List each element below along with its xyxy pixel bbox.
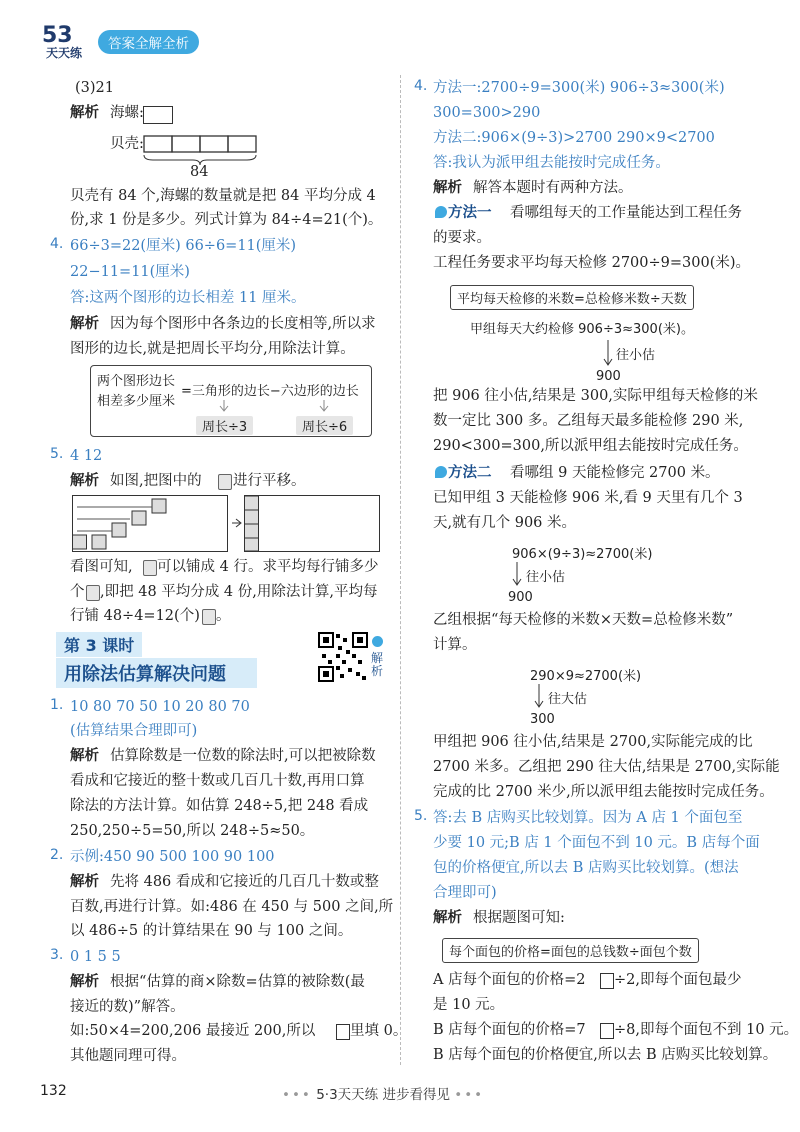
star-icon: ••• <box>454 1087 485 1103</box>
para: 。 <box>216 608 231 624</box>
answer: 答:我认为派甲组去能按时完成任务。 <box>433 155 670 171</box>
relation-box <box>90 365 372 437</box>
arrow-label: 往小估 <box>616 348 656 363</box>
answer: 0 1 5 5 <box>70 949 121 965</box>
calc: 甲组每天大约检修 906÷3≈300(米)。 <box>470 322 694 337</box>
box-text: 周长÷6 <box>296 416 353 435</box>
analysis-label: 解析 <box>70 748 99 764</box>
para: 估算除数是一位数的除法时,可以把被除数 <box>110 748 376 764</box>
answer: 包的价格便宜,所以去 B 店购买比较划算。(想法 <box>433 860 739 876</box>
para: ÷2,即每个面包最少 <box>614 972 742 988</box>
hailuo-bar <box>143 106 173 124</box>
svg-text:天天练: 天天练 <box>46 46 83 60</box>
header-badge: 答案全解全析 <box>98 30 199 54</box>
para: 甲组把 906 往小估,结果是 2700,实际能完成的比 <box>433 734 753 750</box>
slogan-text: 5·3天天练 进步看得见 <box>316 1087 450 1103</box>
box-text: 周长÷3 <box>196 416 253 435</box>
para: 把 906 往小估,结果是 300,实际甲组每天检修的米 <box>433 388 758 404</box>
answer: 方法二:906×(9÷3)>2700 290×9<2700 <box>433 130 715 146</box>
q-num: 4. <box>50 236 64 252</box>
para: 天,就有几个 906 米。 <box>433 515 577 531</box>
para: 先将 486 看成和它接近的几百几十数或整 <box>110 874 379 890</box>
star-icon: ••• <box>282 1087 312 1103</box>
q-num: 2. <box>50 847 64 863</box>
bulb-icon <box>435 466 447 478</box>
footer-slogan <box>282 1083 484 1103</box>
answer: 答:去 B 店购买比较划算。因为 A 店 1 个面包至 <box>433 810 743 826</box>
q-num: 5. <box>50 446 64 462</box>
down-arrow-icon <box>534 684 544 710</box>
hailuo-label: 海螺: <box>110 105 144 121</box>
q-num: 3. <box>50 947 64 963</box>
para: 行铺 48÷4=12(个) <box>70 608 200 624</box>
q-num: 5. <box>414 808 428 824</box>
para: 的要求。 <box>433 230 491 246</box>
formula-box: 平均每天检修的米数=总检修米数÷天数 <box>450 285 694 310</box>
analysis-label: 解析 <box>70 316 99 332</box>
tile-icon <box>202 609 216 625</box>
analysis-label: 解析 <box>70 473 99 489</box>
answer: 示例:450 90 500 100 90 100 <box>70 849 275 865</box>
analysis-label: 解析 <box>433 910 462 926</box>
tiling-figure <box>72 495 382 559</box>
arrow-label: 往大估 <box>548 692 588 707</box>
tile-icon <box>143 560 157 576</box>
para: 份,求 1 份是多少。列式计算为 84÷4=21(个)。 <box>70 212 383 228</box>
qr-label: 解析 <box>371 651 384 678</box>
para: 290<300=300,所以派甲组去能按时完成任务。 <box>433 438 748 454</box>
para: 接近的数)”解答。 <box>70 999 185 1015</box>
para: 以 486÷5 的计算结果在 90 与 100 之间。 <box>70 923 353 939</box>
para: 计算。 <box>433 637 477 653</box>
tile-icon <box>218 474 232 490</box>
analysis-label: 解析 <box>433 180 462 196</box>
para: A 店每个面包的价格=2 <box>433 972 586 988</box>
q-num: 1. <box>50 697 64 713</box>
blank-box <box>336 1024 350 1040</box>
column-divider <box>400 75 401 1065</box>
page-number: 132 <box>40 1083 67 1099</box>
answer: 22−11=11(厘米) <box>70 264 190 280</box>
qr-code[interactable] <box>318 632 368 686</box>
para: 个 <box>70 584 85 600</box>
l1-answer: (3)21 <box>75 80 114 96</box>
play-icon <box>372 636 383 647</box>
bulb-icon <box>435 206 447 218</box>
box-text: 两个图形边长 <box>97 374 176 389</box>
para: 看图可知, <box>70 559 133 575</box>
para: 看哪组每天的工作量能达到工程任务 <box>510 205 742 221</box>
para: 是 10 元。 <box>433 997 505 1013</box>
answer: 合理即可) <box>433 885 497 901</box>
q-num: 4. <box>414 78 428 94</box>
calc: 300 <box>530 712 555 727</box>
para: 完成的比 2700 米少,所以派甲组去能按时完成任务。 <box>433 784 774 800</box>
answer: 10 80 70 50 10 20 80 70 <box>70 699 250 715</box>
svg-text:53: 53 <box>42 23 73 48</box>
lesson-tag: 第 3 课时 <box>56 632 142 657</box>
answer: (估算结果合理即可) <box>70 723 198 739</box>
para: 贝壳有 84 个,海螺的数量就是把 84 平均分成 4 <box>70 188 376 204</box>
box-text: =三角形的边长−六边形的边长 <box>181 384 359 399</box>
para: B 店每个面包的价格=7 <box>433 1022 586 1038</box>
arrow-label: 往小估 <box>526 570 566 585</box>
para: 乙组根据“每天检修的米数×天数=总检修米数” <box>433 612 734 628</box>
box-text: 相差多少厘米 <box>97 394 176 409</box>
para: 其他题同理可得。 <box>70 1048 186 1064</box>
answer: 300=300>290 <box>433 105 541 121</box>
para: 根据题图可知: <box>473 910 565 926</box>
para: B 店每个面包的价格便宜,所以去 B 店购买比较划算。 <box>433 1047 778 1063</box>
answer: 答:这两个图形的边长相差 11 厘米。 <box>70 290 306 306</box>
para: 工程任务要求平均每天检修 2700÷9=300(米)。 <box>433 255 751 271</box>
answer: 66÷3=22(厘米) 66÷6=11(厘米) <box>70 238 297 254</box>
analysis-label: 解析 <box>70 874 99 890</box>
calc: 290×9≈2700(米) <box>530 669 642 684</box>
calc: 900 <box>596 369 621 384</box>
para: 里填 0。 <box>350 1023 408 1039</box>
beike-label: 贝壳: <box>110 136 144 152</box>
para: ÷8,即每个面包不到 10 元。 <box>614 1022 799 1038</box>
para: 根据“估算的商×除数=估算的被除数(最 <box>110 974 365 990</box>
para: 如:50×4=200,206 最接近 200,所以 <box>70 1023 316 1039</box>
para: 可以铺成 4 行。求平均每行铺多少 <box>157 559 379 575</box>
para: 已知甲组 3 天能检修 906 米,看 9 天里有几个 3 <box>433 490 743 506</box>
analysis-label: 解析 <box>70 974 99 990</box>
para: 数一定比 300 多。乙组每天最多能检修 290 米, <box>433 413 744 429</box>
formula-box: 每个面包的价格=面包的总钱数÷面包个数 <box>442 938 699 963</box>
para: 如图,把图中的 <box>110 473 202 489</box>
tile-icon <box>86 585 100 601</box>
arrows <box>216 400 336 416</box>
para: 图形的边长,就是把周长平均分,用除法计算。 <box>70 341 355 357</box>
blank-box <box>600 973 614 989</box>
para: 看成和它接近的整十数或几百几十数,再用口算 <box>70 773 365 789</box>
para: 250,250÷5=50,所以 248÷5≈50。 <box>70 823 315 839</box>
para: 看哪组 9 天能检修完 2700 米。 <box>510 465 720 481</box>
blank-box <box>600 1023 614 1039</box>
answer: 少要 10 元;B 店 1 个面包不到 10 元。B 店每个面 <box>433 835 760 851</box>
answer: 4 12 <box>70 448 103 464</box>
para: 解答本题时有两种方法。 <box>473 180 633 196</box>
analysis-label: 解析 <box>70 105 99 121</box>
para: 除法的方法计算。如估算 248÷5,把 248 看成 <box>70 798 369 814</box>
para: 百数,再进行计算。如:486 在 450 与 500 之间,所 <box>70 899 394 915</box>
total-84: 84 <box>190 164 209 180</box>
method-tag: 方法一 <box>448 205 492 221</box>
lesson-title: 用除法估算解决问题 <box>56 658 257 688</box>
calc: 900 <box>508 590 533 605</box>
para: ,即把 48 平均分成 4 份,用除法计算,平均每 <box>100 584 378 600</box>
para: 2700 米多。乙组把 290 往大估,结果是 2700,实际能 <box>433 759 780 775</box>
para: 因为每个图形中各条边的长度相等,所以求 <box>110 316 376 332</box>
method-tag: 方法二 <box>448 465 492 481</box>
down-arrow-icon <box>512 562 522 588</box>
calc: 906×(9÷3)≈2700(米) <box>512 547 653 562</box>
down-arrow-icon <box>603 340 613 368</box>
brand-logo <box>40 20 100 60</box>
para: 进行平移。 <box>233 473 306 489</box>
answer: 方法一:2700÷9=300(米) 906÷3≈300(米) <box>433 80 725 96</box>
